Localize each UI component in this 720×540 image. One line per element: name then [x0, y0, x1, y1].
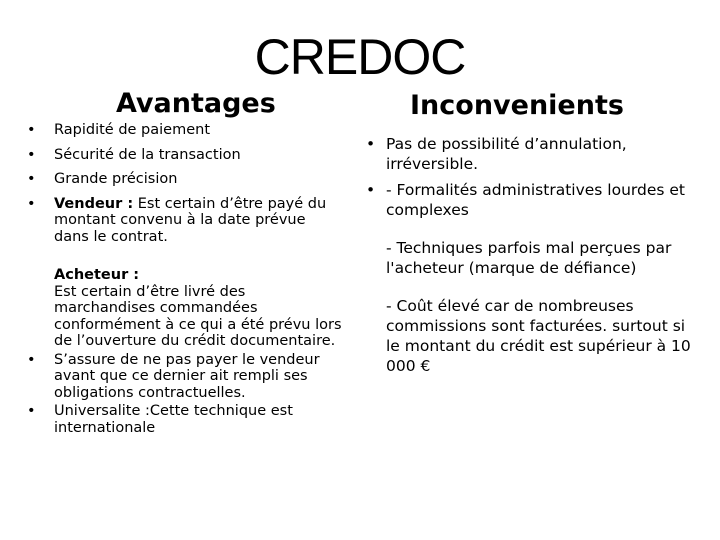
disadvantage-text: - Techniques parfois mal perçues par l'acheteur (marque de défiance): [386, 239, 672, 277]
disadvantage-item: [362, 180, 700, 220]
disadvantages-list: [362, 134, 700, 376]
vendeur-label: Vendeur :: [54, 195, 134, 212]
disadvantage-text: - Formalités administratives lourdes et complexes: [386, 181, 685, 219]
bullet-icon: •: [366, 181, 376, 199]
acheteur-label: Acheteur :: [54, 267, 140, 283]
advantage-item-universalite: [24, 403, 342, 436]
bullet-icon: •: [27, 351, 36, 368]
disadvantage-paragraph: [362, 238, 700, 278]
universalite-text: Universalite :Cette technique est internationale: [54, 403, 293, 436]
assure-text: S’assure de ne pas payer le vendeur avant que ce dernier ait rempli ses obligations contractuelles.: [54, 351, 320, 401]
advantage-text: Rapidité de paiement: [54, 122, 211, 138]
advantage-item-assure: [24, 352, 342, 402]
acheteur-paragraph: [24, 267, 342, 350]
advantage-item-vendeur: [24, 196, 342, 246]
advantages-heading: Avantages: [116, 88, 276, 119]
bullet-icon: •: [27, 403, 36, 419]
slide-title: CREDOC: [254, 29, 466, 85]
vendeur-text: Est certain d’être payé du montant convenu à la date prévue dans le contrat.: [54, 195, 327, 245]
bullet-icon: •: [27, 195, 36, 212]
bullet-icon: •: [27, 122, 36, 138]
advantage-item: [24, 147, 342, 164]
disadvantage-text: Pas de possibilité d’annulation, irréversible.: [386, 135, 627, 173]
bullet-icon: •: [27, 146, 36, 163]
advantage-item: [24, 171, 342, 188]
acheteur-text: Est certain d’être livré des marchandises commandées conformément à ce qui a été prévu lors de l’ouverture du crédit documentaire.: [54, 283, 342, 349]
advantages-list: [24, 122, 342, 436]
disadvantage-item: [362, 134, 700, 174]
disadvantage-paragraph: [362, 296, 700, 376]
bullet-icon: •: [366, 135, 376, 153]
advantage-text: Sécurité de la transaction: [54, 146, 241, 163]
advantage-item: [24, 122, 342, 139]
disadvantages-heading: Inconvenients: [410, 90, 624, 121]
bullet-icon: •: [27, 171, 36, 187]
advantage-text: Grande précision: [54, 171, 178, 187]
disadvantage-text: - Coût élevé car de nombreuses commissions sont facturées. surtout si le montant du crédit est supérieur à 10 000 €: [386, 297, 691, 375]
